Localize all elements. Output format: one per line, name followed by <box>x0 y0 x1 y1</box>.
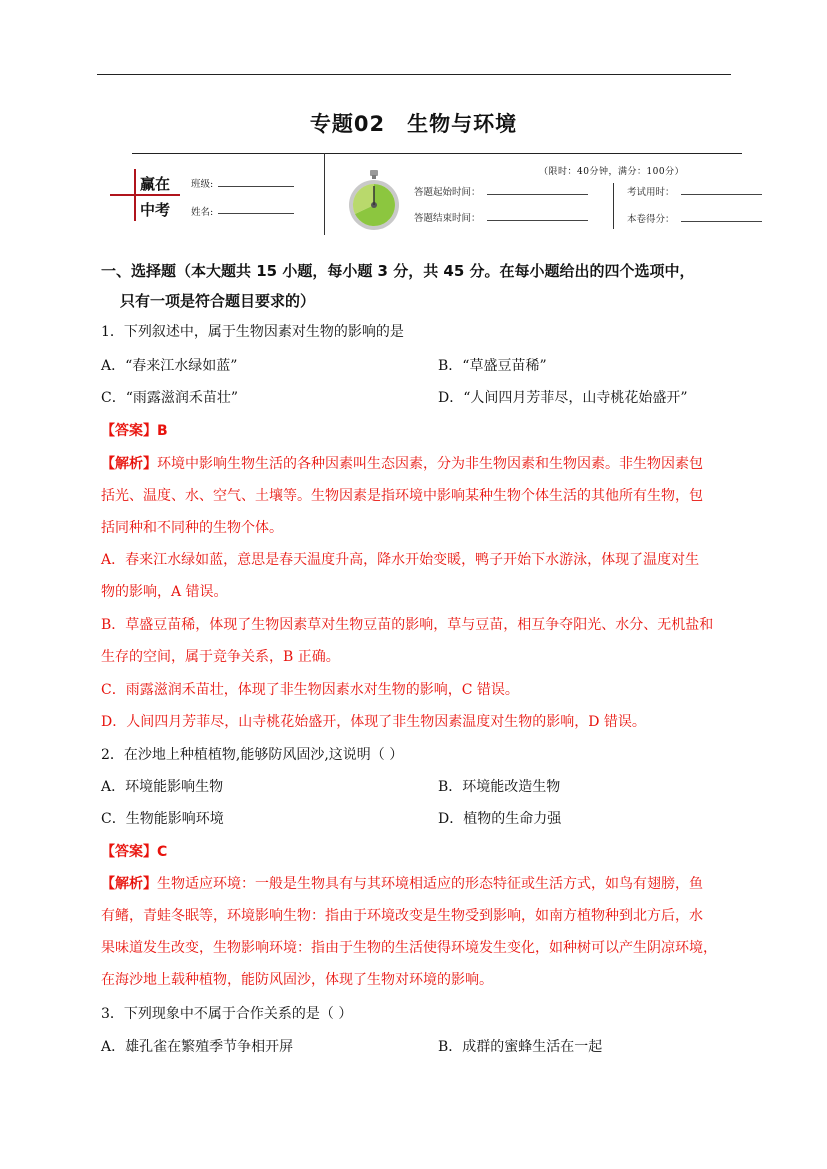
brand-logo <box>108 153 188 235</box>
header-top-line <box>132 153 742 154</box>
q2-explanation-text: 生物适应环境：一般是生物具有与其环境相适应的形态特征或生活方式，如鸟有翅膀，鱼 <box>157 876 703 892</box>
q2-option-c: C．生物能影响环境 <box>101 811 224 827</box>
q3-option-a: A．雄孔雀在繁殖季节争相开屏 <box>101 1039 294 1055</box>
q1-answer: 【答案】B <box>101 423 168 439</box>
q1-stem: 1．下列叙述中，属于生物因素对生物的影响的是 <box>101 324 404 340</box>
q1-option-b: B．“草盛豆苗稀” <box>438 358 547 374</box>
q1-explanation-text: 环境中影响生物生活的各种因素叫生态因素，分为非生物因素和生物因素。非生物因素包 <box>157 456 703 472</box>
q2-option-a: A．环境能影响生物 <box>101 779 224 795</box>
q2-stem: 2．在沙地上种植植物,能够防风固沙,这说明（ ） <box>101 747 404 763</box>
section-heading-line1: 一、选择题（本大题共 15 小题，每小题 3 分，共 45 分。在每小题给出的四个选项中， <box>101 262 695 280</box>
q2-explanation-line1 <box>101 874 703 894</box>
q1-explanation-line1 <box>101 454 703 474</box>
exam-time-field[interactable] <box>681 194 762 195</box>
class-field[interactable] <box>218 186 294 187</box>
q2-explanation-line3: 果味道发生改变，生物影响环境：指由于生物的生活使得环境发生变化，如种树可以产生阴凉环境， <box>101 940 717 956</box>
end-time-field[interactable] <box>487 220 588 221</box>
header-divider-1 <box>324 153 325 235</box>
q1-analysis-b-line2: 生存的空间，属于竞争关系，B 正确。 <box>101 649 340 665</box>
stopwatch-icon <box>346 169 402 231</box>
q1-analysis-a-line2: 物的影响，A 错误。 <box>101 584 228 600</box>
section-heading-line2: 只有一项是符合题目要求的） <box>120 292 316 310</box>
top-rule <box>97 74 731 75</box>
page-title <box>0 108 827 138</box>
exam-info-header <box>108 153 762 235</box>
score-label: 本卷得分： <box>627 214 675 225</box>
q2-option-b: B．环境能改造生物 <box>438 779 561 795</box>
q2-explanation-line4: 在海沙地上载种植物，能防风固沙，体现了生物对环境的影响。 <box>101 972 493 988</box>
q1-option-d: D．“人间四月芳菲尽，山寺桃花始盛开” <box>438 390 688 406</box>
q2-explanation-label: 【解析】 <box>101 876 157 892</box>
q1-analysis-c: C．雨露滋润禾苗壮，体现了非生物因素水对生物的影响，C 错误。 <box>101 682 519 698</box>
score-field[interactable] <box>681 221 762 222</box>
q1-analysis-d: D．人间四月芳菲尽，山寺桃花始盛开，体现了非生物因素温度对生物的影响，D 错误。 <box>101 714 646 730</box>
q3-option-b: B．成群的蜜蜂生活在一起 <box>438 1039 603 1055</box>
exam-time-label: 考试用时： <box>627 187 675 198</box>
header-divider-2 <box>613 183 614 229</box>
q2-explanation-line2: 有鳍，青蛙冬眠等，环境影响生物：指由于环境改变是生物受到影响，如南方植物种到北方后，水 <box>101 908 703 924</box>
q1-explanation-line2: 括光、温度、水、空气、土壤等。生物因素是指环境中影响某种生物个体生活的其他所有生物，包 <box>101 488 703 504</box>
q3-stem: 3．下列现象中不属于合作关系的是（ ） <box>101 1006 353 1022</box>
q1-analysis-b-line1: B．草盛豆苗稀，体现了生物因素草对生物豆苗的影响，草与豆苗，相互争夺阳光、水分、无机盐和 <box>101 617 714 633</box>
end-time-label: 答题结束时间： <box>414 213 481 224</box>
title-topic-name: 生物与环境 <box>407 112 518 136</box>
section-heading <box>101 256 695 316</box>
q2-option-d: D．植物的生命力强 <box>438 811 562 827</box>
start-time-label: 答题起始时间： <box>414 187 481 198</box>
name-field[interactable] <box>218 213 294 214</box>
q1-explanation-label: 【解析】 <box>101 456 157 472</box>
title-topic-number: 专题02 <box>309 112 386 136</box>
logo-text-bottom: 中考 <box>140 201 171 219</box>
name-label: 姓名: <box>191 207 214 218</box>
q2-answer: 【答案】C <box>101 844 168 860</box>
logo-text-top: 赢在 <box>140 175 171 193</box>
q1-option-c: C．“雨露滋润禾苗壮” <box>101 390 239 406</box>
q1-analysis-a-line1: A．春来江水绿如蓝，意思是春天温度升高，降水开始变暖，鸭子开始下水游泳，体现了温度对生 <box>101 552 700 568</box>
q1-option-a: A．“春来江水绿如蓝” <box>101 358 238 374</box>
time-limit-note: （限时：40分钟，满分：100分） <box>539 167 685 177</box>
class-label: 班级: <box>191 179 214 190</box>
q1-explanation-line3: 括同种和不同种的生物个体。 <box>101 520 283 536</box>
start-time-field[interactable] <box>487 194 588 195</box>
